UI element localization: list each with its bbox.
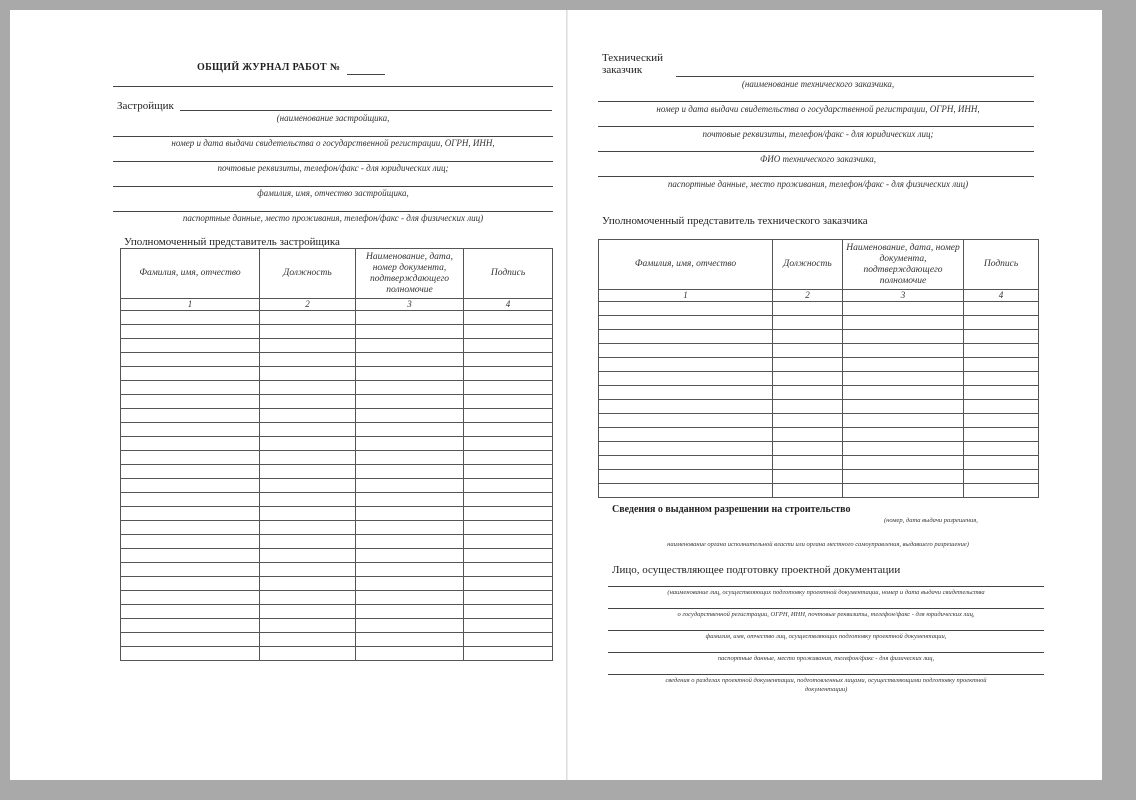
table-row <box>121 367 553 381</box>
table-cell[interactable] <box>843 400 964 414</box>
design-title: Лицо, осуществляющее подготовку проектной документации <box>612 564 901 576</box>
table-cell[interactable] <box>260 563 356 577</box>
table-cell[interactable] <box>260 577 356 591</box>
table-cell[interactable] <box>773 484 843 498</box>
table-cell[interactable] <box>260 395 356 409</box>
table-cell[interactable] <box>843 442 964 456</box>
table-row <box>121 507 553 521</box>
table-cell[interactable] <box>464 381 553 395</box>
table-row <box>599 386 1039 400</box>
table-cell[interactable] <box>599 484 773 498</box>
table-cell[interactable] <box>121 479 260 493</box>
table-cell[interactable] <box>260 493 356 507</box>
table-cell[interactable] <box>599 358 773 372</box>
table-cell[interactable] <box>121 507 260 521</box>
table-row <box>599 428 1039 442</box>
tech-customer-line-1[interactable] <box>676 76 1034 77</box>
table-cell[interactable] <box>464 395 553 409</box>
table-cell[interactable] <box>964 344 1039 358</box>
table-cell[interactable] <box>773 358 843 372</box>
developer-hint-4: фамилия, имя, отчество застройщика, <box>257 188 409 198</box>
table-cell[interactable] <box>356 521 464 535</box>
table-row <box>121 535 553 549</box>
tech-customer-hint-2: номер и дата выдачи свидетельства о государственной регистрации, ОГРН, ИНН, <box>656 104 980 114</box>
table-cell[interactable] <box>773 400 843 414</box>
table-cell[interactable] <box>964 372 1039 386</box>
table-row <box>599 316 1039 330</box>
tech-customer-hint-5: паспортные данные, место проживания, телефон/факс - для физических лиц) <box>667 179 969 189</box>
table-row <box>121 577 553 591</box>
table-cell[interactable] <box>121 549 260 563</box>
table-cell[interactable] <box>464 521 553 535</box>
developer-line-2[interactable] <box>113 136 553 137</box>
table-cell[interactable] <box>260 465 356 479</box>
table-cell[interactable] <box>121 591 260 605</box>
table-cell[interactable] <box>464 451 553 465</box>
table-cell[interactable] <box>260 507 356 521</box>
table-row <box>121 479 553 493</box>
tech-customer-label-line-2: заказчик <box>602 64 643 76</box>
table-cell[interactable] <box>843 358 964 372</box>
table-cell[interactable] <box>599 470 773 484</box>
table-cell[interactable] <box>599 344 773 358</box>
table-cell[interactable] <box>464 605 553 619</box>
table-cell[interactable] <box>464 507 553 521</box>
table-row <box>121 493 553 507</box>
header-authority-document: Наименование, дата, номер документа, подтверждающего полномочие <box>843 240 964 290</box>
table-cell[interactable] <box>964 442 1039 456</box>
table-cell[interactable] <box>599 414 773 428</box>
table-cell[interactable] <box>464 465 553 479</box>
tech-customer-line-2[interactable] <box>598 101 1034 102</box>
table-cell[interactable] <box>121 451 260 465</box>
table-cell[interactable] <box>121 465 260 479</box>
table-row <box>121 409 553 423</box>
table-cell[interactable] <box>964 316 1039 330</box>
table-cell[interactable] <box>464 409 553 423</box>
table-cell[interactable] <box>121 339 260 353</box>
table-cell[interactable] <box>964 386 1039 400</box>
table-cell[interactable] <box>464 493 553 507</box>
table-cell[interactable] <box>121 535 260 549</box>
table-cell[interactable] <box>599 400 773 414</box>
table-cell[interactable] <box>356 507 464 521</box>
table-cell[interactable] <box>356 325 464 339</box>
developer-hint-5: паспортные данные, место проживания, телефон/факс - для физических лиц) <box>182 213 484 223</box>
table-cell[interactable] <box>356 647 464 661</box>
table-cell[interactable] <box>964 400 1039 414</box>
tech-customer-line-4[interactable] <box>598 151 1034 152</box>
table-cell[interactable] <box>121 409 260 423</box>
design-line-1[interactable] <box>608 586 1044 587</box>
table-cell[interactable] <box>773 470 843 484</box>
table-cell[interactable] <box>964 456 1039 470</box>
table-row <box>121 647 553 661</box>
table-row <box>121 325 553 339</box>
header-authority-document: Наименование, дата, номер документа, подтверждающего полномочие <box>356 249 464 299</box>
table-cell[interactable] <box>964 470 1039 484</box>
tech-customer-hint-3: почтовые реквизиты, телефон/факс - для юридических лиц; <box>702 129 934 139</box>
table-cell[interactable] <box>260 647 356 661</box>
table-cell[interactable] <box>773 316 843 330</box>
table-cell[interactable] <box>464 353 553 367</box>
table-cell[interactable] <box>356 577 464 591</box>
table-cell[interactable] <box>356 381 464 395</box>
table-row <box>599 372 1039 386</box>
design-hint-2: о государственной регистрации, ОГРН, ИНН, почтовые реквизиты, телефон/факс - для юридических лиц, <box>677 611 975 618</box>
table-cell[interactable] <box>260 311 356 325</box>
table-cell[interactable] <box>964 358 1039 372</box>
left-page <box>32 10 566 780</box>
table-cell[interactable] <box>964 484 1039 498</box>
developer-hint-2: номер и дата выдачи свидетельства о государственной регистрации, ОГРН, ИНН, <box>171 138 495 148</box>
developer-table-body <box>121 311 553 661</box>
tech-representative-title: Уполномоченный представитель технического заказчика <box>602 215 868 227</box>
table-cell[interactable] <box>464 549 553 563</box>
table-cell[interactable] <box>121 619 260 633</box>
table-cell[interactable] <box>843 386 964 400</box>
table-cell[interactable] <box>464 577 553 591</box>
table-cell[interactable] <box>121 367 260 381</box>
tech-customer-line-5[interactable] <box>598 176 1034 177</box>
table-cell[interactable] <box>260 381 356 395</box>
tech-table-body <box>599 302 1039 498</box>
table-row <box>599 484 1039 498</box>
table-cell[interactable] <box>599 442 773 456</box>
design-line-5[interactable] <box>608 674 1044 675</box>
table-row <box>121 381 553 395</box>
document-spread <box>10 10 1102 780</box>
table-cell[interactable] <box>121 563 260 577</box>
table-cell[interactable] <box>121 577 260 591</box>
design-hint-1: (наименование лиц, осуществляющих подготовку проектной документации, номер и дата выдачи свидетельства <box>667 589 985 596</box>
table-cell[interactable] <box>773 372 843 386</box>
table-cell[interactable] <box>464 325 553 339</box>
table-row <box>121 451 553 465</box>
table-cell[interactable] <box>464 619 553 633</box>
table-cell[interactable] <box>260 619 356 633</box>
developer-hint-3: почтовые реквизиты, телефон/факс - для юридических лиц; <box>217 163 449 173</box>
column-number: 3 <box>356 299 464 311</box>
table-row <box>599 470 1039 484</box>
design-line-4[interactable] <box>608 652 1044 653</box>
table-cell[interactable] <box>843 484 964 498</box>
column-number: 3 <box>843 290 964 302</box>
table-cell[interactable] <box>121 633 260 647</box>
table-cell[interactable] <box>773 344 843 358</box>
column-number: 4 <box>464 299 553 311</box>
developer-representative-table <box>120 248 553 661</box>
right-page <box>568 10 1102 780</box>
table-cell[interactable] <box>599 428 773 442</box>
permit-title: Сведения о выданном разрешении на строительство <box>612 504 851 515</box>
table-cell[interactable] <box>260 591 356 605</box>
table-cell[interactable] <box>843 414 964 428</box>
table-cell[interactable] <box>464 437 553 451</box>
table-cell[interactable] <box>773 442 843 456</box>
table-cell[interactable] <box>356 395 464 409</box>
tech-customer-label-line-1: Технический <box>602 52 663 64</box>
table-cell[interactable] <box>599 330 773 344</box>
table-row <box>599 456 1039 470</box>
table-cell[interactable] <box>964 302 1039 316</box>
table-cell[interactable] <box>356 437 464 451</box>
table-row <box>121 311 553 325</box>
header-full-name: Фамилия, имя, отчество <box>599 240 773 290</box>
table-cell[interactable] <box>356 619 464 633</box>
table-cell[interactable] <box>121 423 260 437</box>
table-cell[interactable] <box>843 316 964 330</box>
table-cell[interactable] <box>121 437 260 451</box>
table-cell[interactable] <box>964 414 1039 428</box>
tech-representative-table <box>598 239 1039 498</box>
table-cell[interactable] <box>464 367 553 381</box>
table-cell[interactable] <box>121 381 260 395</box>
table-row <box>121 353 553 367</box>
table-row <box>599 442 1039 456</box>
design-hint-3: фамилия, имя, отчество лиц, осуществляющих подготовку проектной документации, <box>705 633 947 640</box>
table-cell[interactable] <box>260 409 356 423</box>
design-hint-5: сведения о разделах проектной документации, подготовленных лицами, осуществляющими подготовку проектной <box>665 677 987 684</box>
table-row <box>121 521 553 535</box>
table-cell[interactable] <box>773 414 843 428</box>
developer-line-4[interactable] <box>113 186 553 187</box>
column-number: 2 <box>260 299 356 311</box>
table-cell[interactable] <box>121 353 260 367</box>
table-cell[interactable] <box>843 428 964 442</box>
table-cell[interactable] <box>260 367 356 381</box>
developer-line-3[interactable] <box>113 161 553 162</box>
header-position: Должность <box>773 240 843 290</box>
table-cell[interactable] <box>260 535 356 549</box>
table-cell[interactable] <box>464 647 553 661</box>
table-cell[interactable] <box>464 591 553 605</box>
column-number: 1 <box>599 290 773 302</box>
table-cell[interactable] <box>843 330 964 344</box>
column-number: 4 <box>964 290 1039 302</box>
table-cell[interactable] <box>356 591 464 605</box>
table-cell[interactable] <box>356 605 464 619</box>
table-cell[interactable] <box>356 535 464 549</box>
column-number: 1 <box>121 299 260 311</box>
table-cell[interactable] <box>356 479 464 493</box>
table-row <box>121 619 553 633</box>
table-cell[interactable] <box>260 633 356 647</box>
table-cell[interactable] <box>260 479 356 493</box>
developer-representative-title: Уполномоченный представитель застройщика <box>124 236 340 248</box>
developer-label: Застройщик <box>117 100 174 112</box>
table-cell[interactable] <box>121 647 260 661</box>
developer-line-5[interactable] <box>113 211 553 212</box>
table-cell[interactable] <box>964 330 1039 344</box>
table-row <box>599 400 1039 414</box>
table-row <box>599 302 1039 316</box>
column-number: 2 <box>773 290 843 302</box>
table-cell[interactable] <box>843 456 964 470</box>
table-cell[interactable] <box>260 423 356 437</box>
table-cell[interactable] <box>599 302 773 316</box>
table-cell[interactable] <box>464 339 553 353</box>
table-row <box>121 549 553 563</box>
table-cell[interactable] <box>356 549 464 563</box>
table-cell[interactable] <box>356 633 464 647</box>
table-cell[interactable] <box>121 325 260 339</box>
table-cell[interactable] <box>260 451 356 465</box>
table-cell[interactable] <box>464 423 553 437</box>
table-cell[interactable] <box>121 521 260 535</box>
table-cell[interactable] <box>260 549 356 563</box>
table-cell[interactable] <box>121 311 260 325</box>
table-cell[interactable] <box>773 330 843 344</box>
table-row <box>599 358 1039 372</box>
table-cell[interactable] <box>121 493 260 507</box>
design-line-3[interactable] <box>608 630 1044 631</box>
table-cell[interactable] <box>260 339 356 353</box>
table-cell[interactable] <box>843 372 964 386</box>
developer-line-1[interactable] <box>180 110 552 111</box>
table-row <box>121 339 553 353</box>
table-row <box>121 437 553 451</box>
table-row <box>121 465 553 479</box>
table-cell[interactable] <box>599 456 773 470</box>
table-cell[interactable] <box>356 353 464 367</box>
table-row <box>121 395 553 409</box>
header-position: Должность <box>260 249 356 299</box>
table-cell[interactable] <box>773 386 843 400</box>
table-cell[interactable] <box>773 302 843 316</box>
header-full-name: Фамилия, имя, отчество <box>121 249 260 299</box>
journal-title: ОБЩИЙ ЖУРНАЛ РАБОТ № <box>197 62 341 73</box>
table-row <box>599 414 1039 428</box>
table-cell[interactable] <box>260 521 356 535</box>
table-cell[interactable] <box>599 372 773 386</box>
table-cell[interactable] <box>356 339 464 353</box>
table-cell[interactable] <box>843 302 964 316</box>
table-cell[interactable] <box>464 633 553 647</box>
table-cell[interactable] <box>121 395 260 409</box>
table-cell[interactable] <box>356 409 464 423</box>
table-cell[interactable] <box>964 428 1039 442</box>
table-cell[interactable] <box>260 437 356 451</box>
table-cell[interactable] <box>599 386 773 400</box>
journal-number-blank[interactable] <box>347 74 385 75</box>
design-line-2[interactable] <box>608 608 1044 609</box>
header-signature: Подпись <box>464 249 553 299</box>
table-cell[interactable] <box>843 470 964 484</box>
header-signature: Подпись <box>964 240 1039 290</box>
table-row <box>121 633 553 647</box>
table-row <box>121 605 553 619</box>
table-cell[interactable] <box>464 563 553 577</box>
table-cell[interactable] <box>843 344 964 358</box>
table-row <box>121 423 553 437</box>
table-cell[interactable] <box>356 451 464 465</box>
developer-hint-1: (наименование застройщика, <box>276 113 390 123</box>
table-cell[interactable] <box>773 428 843 442</box>
table-cell[interactable] <box>356 367 464 381</box>
table-row <box>599 330 1039 344</box>
table-cell[interactable] <box>260 353 356 367</box>
design-hint-6: документации) <box>804 686 848 693</box>
permit-hint-2: наименование органа исполнительной власти или органа местного самоуправления, выдавшего разрешение) <box>667 541 969 548</box>
tech-customer-hint-4: ФИО технического заказчика, <box>759 154 877 164</box>
table-cell[interactable] <box>773 456 843 470</box>
table-cell[interactable] <box>260 325 356 339</box>
tech-customer-hint-1: (наименование технического заказчика, <box>741 79 895 89</box>
table-cell[interactable] <box>599 316 773 330</box>
permit-hint-1: (номер, дата выдачи разрешения, <box>884 517 978 524</box>
tech-customer-line-3[interactable] <box>598 126 1034 127</box>
table-cell[interactable] <box>356 465 464 479</box>
table-cell[interactable] <box>356 423 464 437</box>
table-cell[interactable] <box>121 605 260 619</box>
table-cell[interactable] <box>464 535 553 549</box>
table-cell[interactable] <box>356 311 464 325</box>
table-cell[interactable] <box>464 311 553 325</box>
design-hint-4: паспортные данные, место проживания, телефон/факс - для физических лиц, <box>717 655 935 662</box>
table-cell[interactable] <box>356 563 464 577</box>
table-cell[interactable] <box>464 479 553 493</box>
table-row <box>121 591 553 605</box>
table-cell[interactable] <box>356 493 464 507</box>
table-row <box>121 563 553 577</box>
tech-customer-label <box>602 52 663 76</box>
title-underline <box>113 86 553 87</box>
table-cell[interactable] <box>260 605 356 619</box>
table-row <box>599 344 1039 358</box>
